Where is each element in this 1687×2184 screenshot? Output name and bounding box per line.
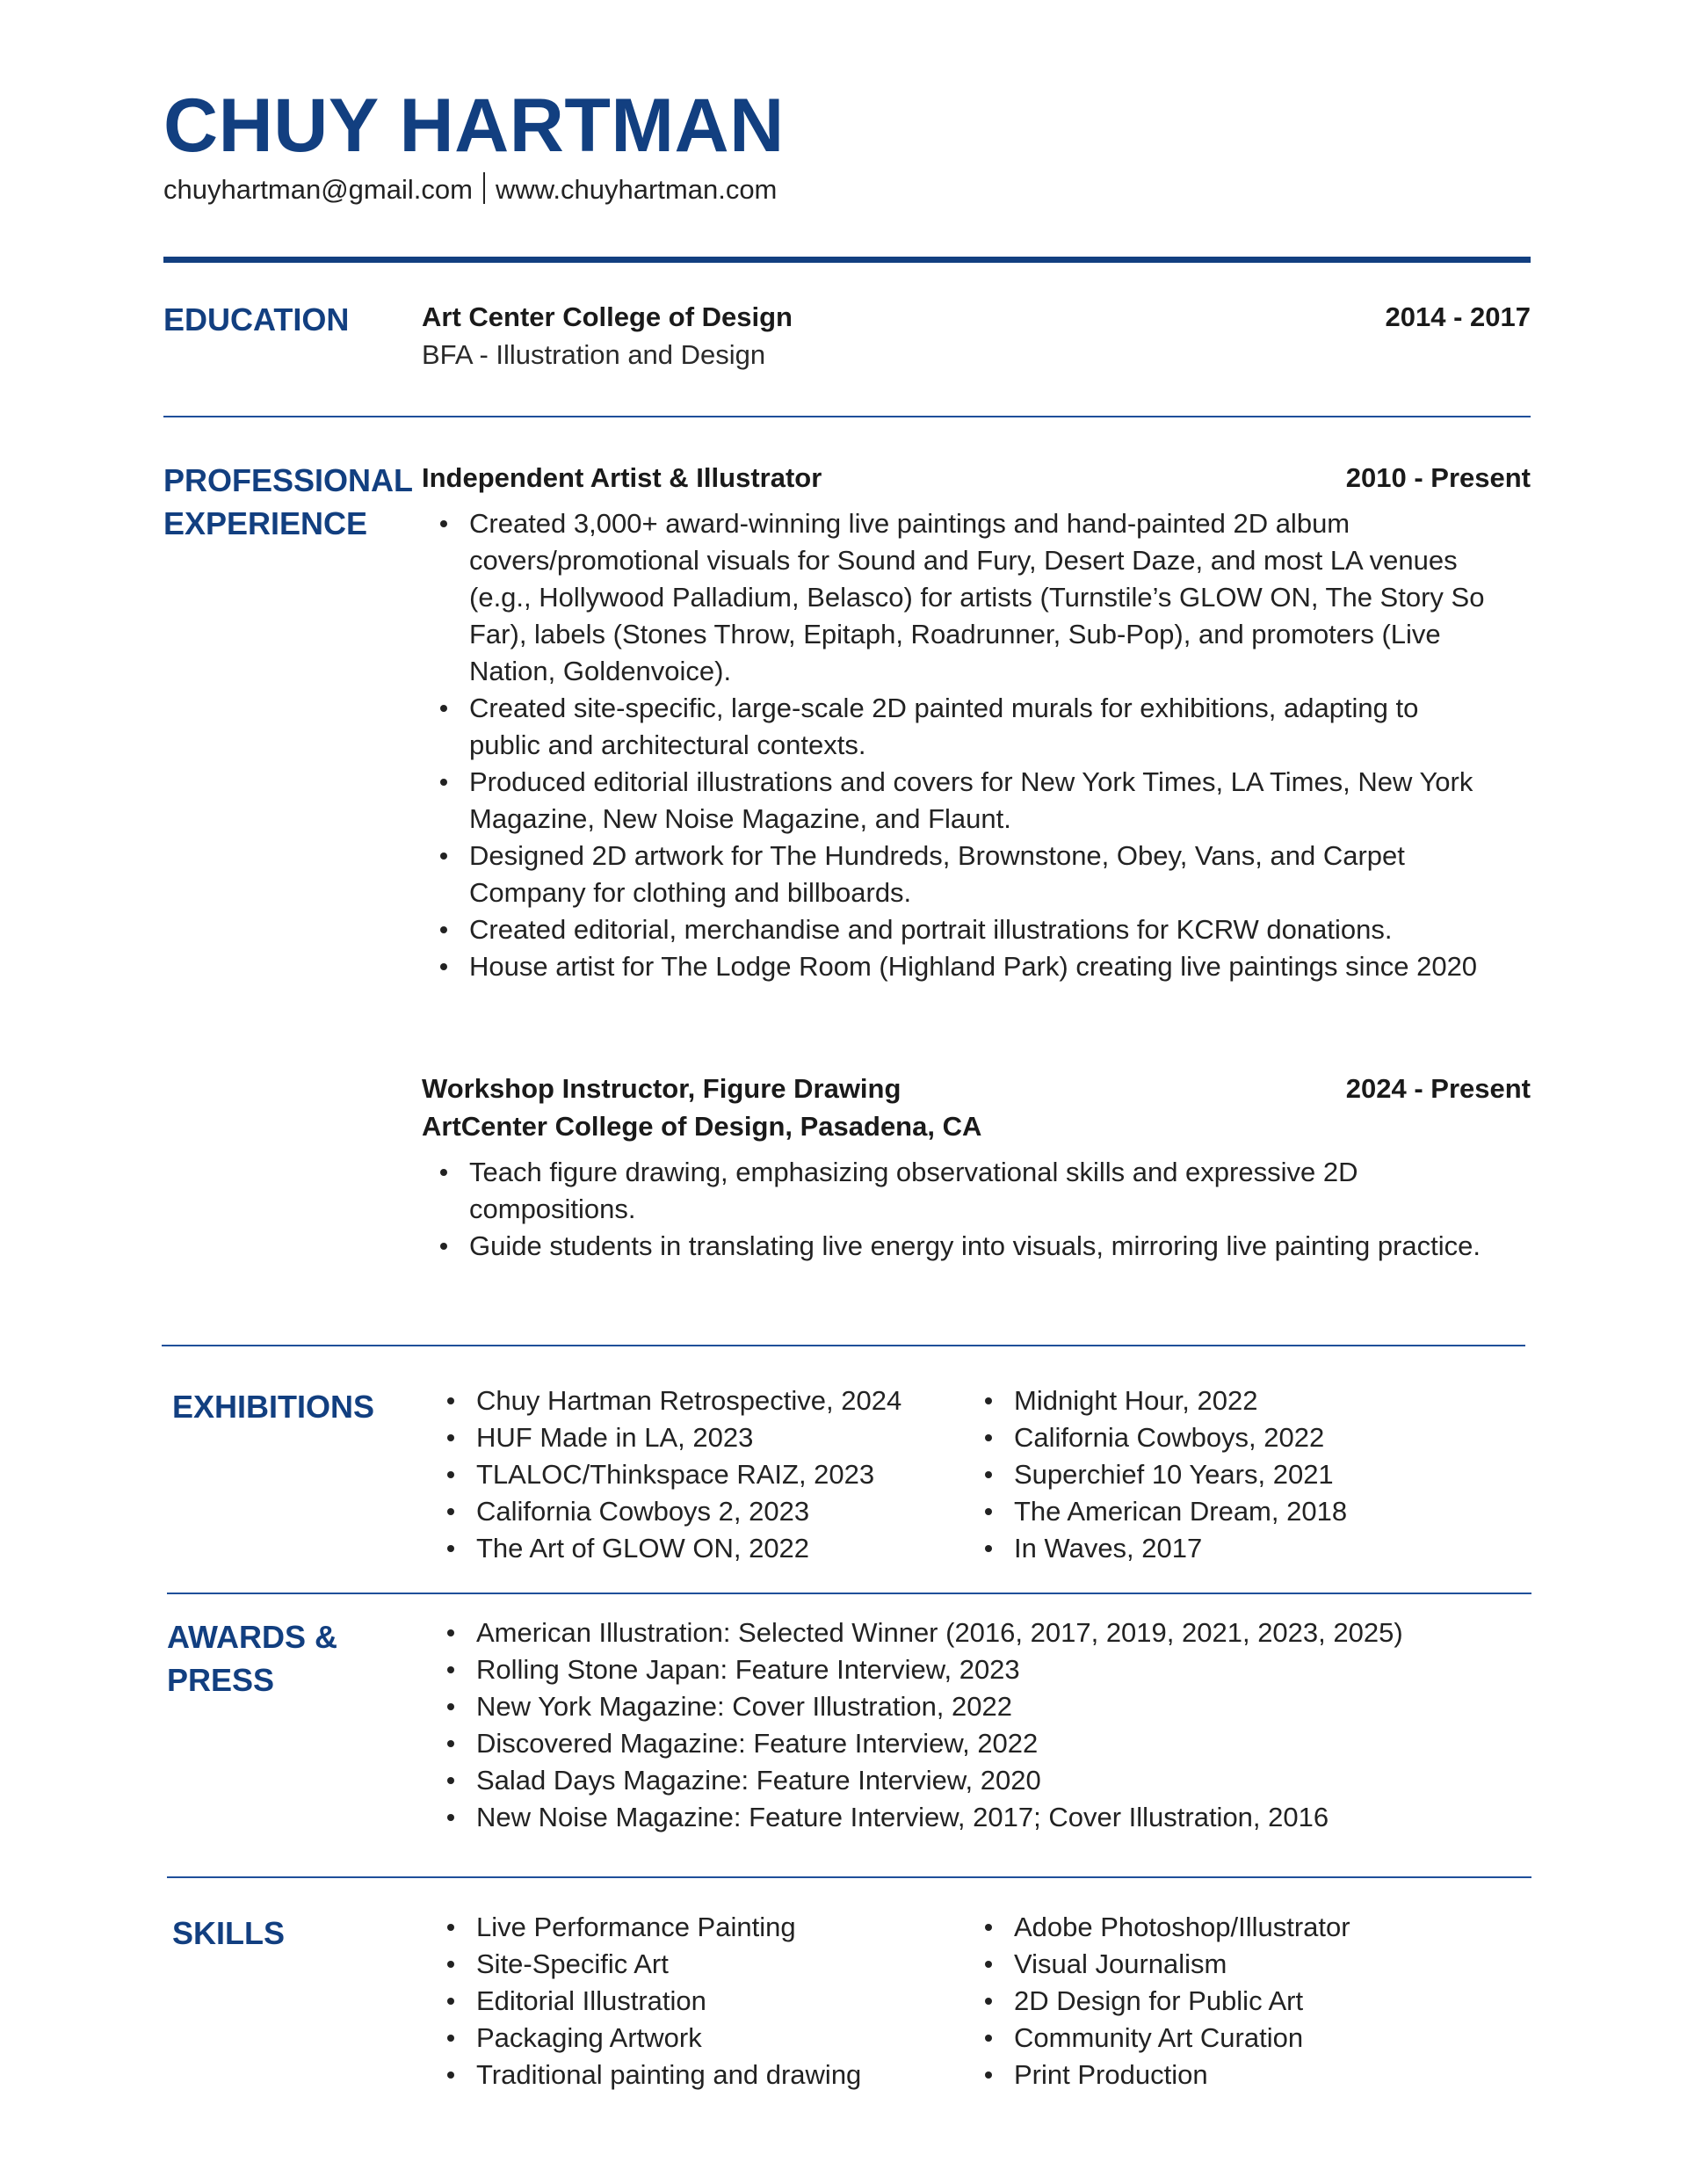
education-degree: BFA - Illustration and Design	[422, 339, 766, 370]
education-school: Art Center College of Design	[422, 301, 793, 332]
list-item: 2D Design for Public Art	[968, 1983, 1350, 2020]
job-title: Independent Artist & Illustrator	[422, 462, 822, 493]
list-item: Created editorial, merchandise and portrait illustrations for KCRW donations.	[424, 911, 1495, 948]
list-item: California Cowboys 2, 2023	[431, 1493, 901, 1530]
list-item: The Art of GLOW ON, 2022	[431, 1530, 901, 1567]
job-dates: 2010 - Present	[1345, 462, 1531, 493]
list-item: Discovered Magazine: Feature Interview, 2022	[431, 1725, 1403, 1762]
job-bullets	[424, 505, 1495, 985]
list-item: HUF Made in LA, 2023	[431, 1419, 901, 1456]
list-item: Chuy Hartman Retrospective, 2024	[431, 1382, 901, 1419]
job-title: Workshop Instructor, Figure Drawing	[422, 1073, 901, 1104]
list-item: Print Production	[968, 2057, 1350, 2093]
awards-divider	[167, 1876, 1531, 1878]
awards-heading-line1: AWARDS &	[167, 1619, 338, 1655]
list-item: New Noise Magazine: Feature Interview, 2017; Cover Illustration, 2016	[431, 1799, 1403, 1836]
contact-line	[163, 172, 777, 204]
list-item: Guide students in translating live energy into visuals, mirroring live painting practice.	[424, 1228, 1495, 1265]
list-item: Packaging Artwork	[431, 2020, 861, 2057]
email-text: chuyhartman@gmail.com	[163, 174, 473, 205]
exhibitions-list-right	[968, 1382, 1347, 1567]
list-item: In Waves, 2017	[968, 1530, 1347, 1567]
list-item: TLALOC/Thinkspace RAIZ, 2023	[431, 1456, 901, 1493]
list-item: Created 3,000+ award-winning live paintings and hand-painted 2D album covers/promotional visuals for Sound and Fury, Desert Daze, and most LA venues (e.g., Hollywood Palladium, Belasco) for artists (Turnstile’s GLOW ON, The Story So Far), labels (Stones Throw, Epitaph, Roadrunner, Sub-Pop), and promoters (Live Nation, Goldenvoice).	[424, 505, 1495, 690]
skills-heading: SKILLS	[172, 1915, 286, 1951]
experience-heading	[163, 459, 413, 545]
education-dates: 2014 - 2017	[1385, 301, 1531, 332]
experience-divider	[162, 1345, 1525, 1346]
awards-heading	[167, 1615, 337, 1701]
list-item: Produced editorial illustrations and covers for New York Times, LA Times, New York Magazine, New Noise Magazine, and Flaunt.	[424, 764, 1495, 838]
list-item: The American Dream, 2018	[968, 1493, 1347, 1530]
job-bullets	[424, 1154, 1495, 1265]
list-item: Salad Days Magazine: Feature Interview, 2020	[431, 1762, 1403, 1799]
exhibitions-list-left	[431, 1382, 901, 1567]
list-item: Teach figure drawing, emphasizing observational skills and expressive 2D compositions.	[424, 1154, 1495, 1228]
experience-heading-line1: PROFESSIONAL	[163, 462, 414, 498]
experience-heading-line2: EXPERIENCE	[163, 505, 368, 541]
header-divider	[163, 257, 1531, 263]
list-item: Adobe Photoshop/Illustrator	[968, 1909, 1350, 1946]
list-item: Site-Specific Art	[431, 1946, 861, 1983]
job-subtitle: ArtCenter College of Design, Pasadena, CA	[422, 1111, 982, 1142]
list-item: Created site-specific, large-scale 2D painted murals for exhibitions, adapting to public and architectural contexts.	[424, 690, 1495, 764]
list-item: Rolling Stone Japan: Feature Interview, 2023	[431, 1651, 1403, 1688]
list-item: Midnight Hour, 2022	[968, 1382, 1347, 1419]
list-item: Community Art Curation	[968, 2020, 1350, 2057]
education-heading: EDUCATION	[163, 301, 350, 337]
job-dates: 2024 - Present	[1345, 1073, 1531, 1104]
list-item: Designed 2D artwork for The Hundreds, Brownstone, Obey, Vans, and Carpet Company for clothing and billboards.	[424, 838, 1495, 911]
resume-name: CHUY HARTMAN	[163, 83, 785, 168]
contact-divider	[483, 172, 485, 204]
list-item: Visual Journalism	[968, 1946, 1350, 1983]
list-item: House artist for The Lodge Room (Highland Park) creating live paintings since 2020	[424, 948, 1495, 985]
education-divider	[163, 416, 1531, 417]
website-text: www.chuyhartman.com	[495, 174, 778, 205]
list-item: California Cowboys, 2022	[968, 1419, 1347, 1456]
awards-heading-line2: PRESS	[167, 1662, 275, 1698]
exhibitions-heading: EXHIBITIONS	[172, 1389, 375, 1425]
skills-list-left	[431, 1909, 861, 2093]
list-item: Traditional painting and drawing	[431, 2057, 861, 2093]
skills-list-right	[968, 1909, 1350, 2093]
list-item: New York Magazine: Cover Illustration, 2022	[431, 1688, 1403, 1725]
awards-list	[431, 1614, 1403, 1836]
list-item: Editorial Illustration	[431, 1983, 861, 2020]
list-item: Superchief 10 Years, 2021	[968, 1456, 1347, 1493]
list-item: American Illustration: Selected Winner (2016, 2017, 2019, 2021, 2023, 2025)	[431, 1614, 1403, 1651]
exhibitions-divider	[167, 1593, 1531, 1594]
list-item: Live Performance Painting	[431, 1909, 861, 1946]
